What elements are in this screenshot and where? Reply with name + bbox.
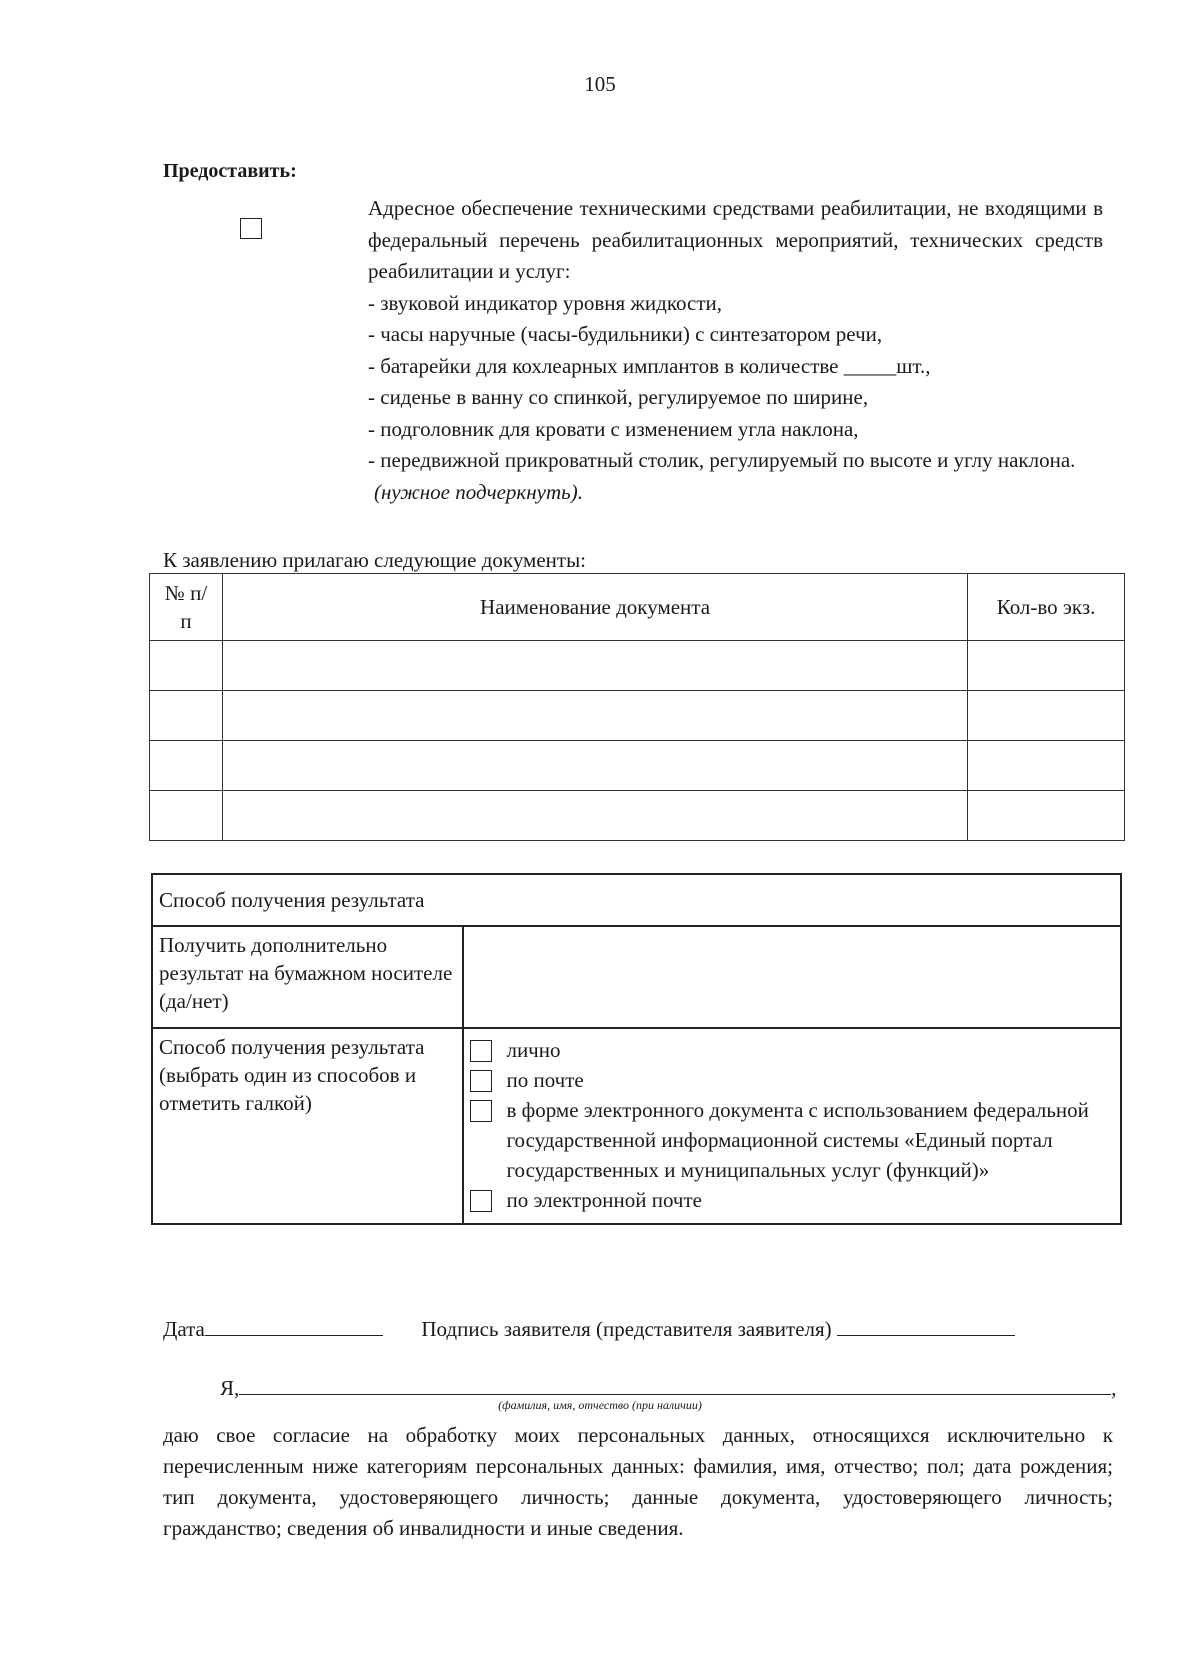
attachments-label: К заявлению прилагаю следующие документы: [163, 548, 587, 572]
table-row [150, 691, 1125, 741]
row-name-cell[interactable] [222, 791, 967, 841]
consent-name-line: Я, , [220, 1372, 1125, 1401]
table-header-row [150, 574, 1125, 641]
row-count-cell[interactable] [968, 791, 1125, 841]
fio-field[interactable] [239, 1372, 1111, 1395]
provide-item: - звуковой индикатор уровня жидкости, [368, 290, 722, 315]
row-name-cell[interactable] [222, 691, 967, 741]
option-label: в форме электронного документа с использованием федеральной государственной информационной системы «Единый портал государственных и муниципальных услуг (функций)» [506, 1098, 1089, 1182]
option-in-person[interactable] [470, 1035, 1114, 1065]
row-num-cell[interactable] [150, 791, 223, 841]
provide-item: - передвижной прикроватный столик, регулируемый по высоте и углу наклона. [368, 448, 1076, 472]
table-row [150, 791, 1125, 841]
option-label: по электронной почте [506, 1188, 702, 1212]
provide-heading: Предоставить: [163, 160, 297, 182]
checkbox[interactable] [470, 1100, 492, 1122]
row-num-cell[interactable] [150, 641, 223, 691]
row-name-cell[interactable] [222, 741, 967, 791]
fio-hint: (фамилия, имя, отчество (при наличии) [498, 1398, 702, 1412]
method-options [463, 1028, 1121, 1224]
page-number: 105 [584, 72, 616, 96]
option-email[interactable] [470, 1185, 1114, 1215]
provide-intro: Адресное обеспечение техническими средствами реабилитации, не входящими в федеральный перечень реабилитационных мероприятий, технических средств реабилитации и услуг: [368, 196, 1103, 283]
checkbox[interactable] [470, 1040, 492, 1062]
signature-line [163, 1313, 1123, 1342]
option-label: лично [506, 1038, 561, 1062]
checkbox[interactable] [470, 1190, 492, 1212]
row-count-cell[interactable] [968, 641, 1125, 691]
row-num-cell[interactable] [150, 741, 223, 791]
provide-item: - батарейки для кохлеарных имплантов в количестве _____шт., [368, 353, 931, 378]
result-title: Способ получения результата [152, 874, 1121, 926]
provide-item: - подголовник для кровати с изменением угла наклона, [368, 416, 859, 441]
date-field[interactable] [205, 1313, 383, 1336]
provide-block [368, 193, 1103, 508]
signature-label: Подпись заявителя (представителя заявителя) [421, 1317, 832, 1341]
table-row [150, 741, 1125, 791]
ya-label: Я, [220, 1376, 240, 1400]
provide-note: (нужное подчеркнуть). [374, 479, 583, 504]
paper-value-field[interactable] [463, 926, 1121, 1028]
row-name-cell[interactable] [222, 641, 967, 691]
table-row [150, 641, 1125, 691]
option-label: по почте [506, 1068, 584, 1092]
checkbox[interactable] [470, 1070, 492, 1092]
header-count: Кол-во экз. [968, 574, 1125, 641]
signature-field[interactable] [837, 1313, 1015, 1336]
date-label: Дата [163, 1317, 205, 1341]
header-num: № п/п [150, 574, 223, 641]
provide-checkbox[interactable] [240, 218, 262, 239]
method-label: Способ получения результата (выбрать один из способов и отметить галкой) [152, 1028, 463, 1224]
row-count-cell[interactable] [968, 741, 1125, 791]
provide-item: - часы наручные (часы-будильники) с синтезатором речи, [368, 322, 883, 346]
provide-item: - сиденье в ванну со спинкой, регулируемое по ширине, [368, 385, 869, 409]
paper-label: Получить дополнительно результат на бумажном носителе (да/нет) [152, 926, 463, 1028]
consent-text: даю свое согласие на обработку моих персональных данных, относящихся исключительно к перечисленным ниже категориям персональных данных: фамилия, имя, отчество; пол; дата рождения; тип документа, удостоверяющего личность; данные документа, удостоверяющего личность; гражданство; сведения об инвалидности и иные сведения. [163, 1423, 1113, 1540]
option-electronic-portal[interactable] [470, 1095, 1114, 1185]
header-name: Наименование документа [222, 574, 967, 641]
row-count-cell[interactable] [968, 691, 1125, 741]
option-by-mail[interactable] [470, 1065, 1114, 1095]
result-method-table [151, 873, 1122, 1225]
attachments-table [149, 573, 1125, 841]
row-num-cell[interactable] [150, 691, 223, 741]
